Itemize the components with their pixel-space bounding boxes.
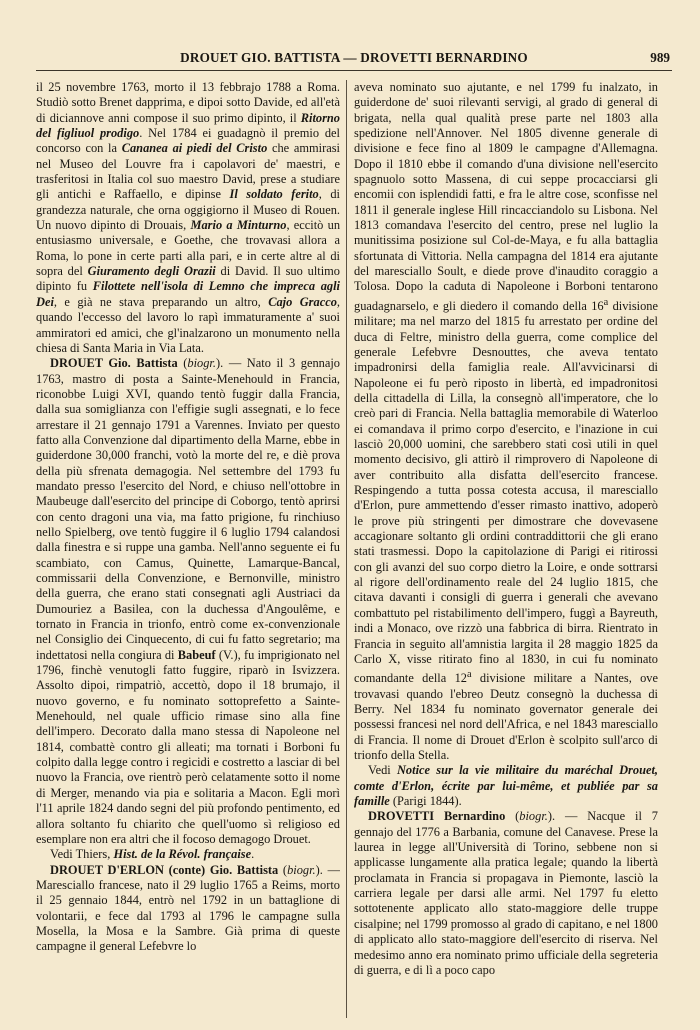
entry-category: biogr. [187, 356, 216, 371]
cross-reference: Babeuf [177, 647, 216, 662]
work-title: Ritorno del figliuol prodigo [36, 110, 340, 141]
work-title: Cajo Gracco [268, 294, 337, 309]
left-column [36, 80, 340, 1018]
work-title: Il soldato ferito [229, 187, 319, 202]
work-title: Filottete nell'isola di Lemno che impreca agli Dei [36, 279, 340, 309]
work-title: Cananea ai piedi del Cristo [121, 141, 268, 156]
entry-drouet-d-erlon-continued: aveva nominato suo ajutante, e nel 1799 fu inalzato, in guiderdone de' suoi rilevanti servigi, al grado di general di brigata, nella qual qualità prese parte nel 1803 alla spedizione nell'Annover. Nel 1805 divenne generale di divisione e fece fino al 1809 le campagne d'Allemagna. Dopo il 1810 ebbe il comando d'una divisione nell'esercito spagnuolo sotto Massena, di cui seppe procacciarsi gli encomii con isplendidi fatti, e fra le altre cose, sconfisse nel 1811 il generale inglese Hill rincacciandolo su Lisbona. Nel 1813 comandava l'esercito del centro, prese nel luglio la munitissima posizione sul Col-de-Maya, e fu alla battaglia sfortunata di Vittoria. Nella campagna del 1814 era ajutante del maresciallo Soult, e diede prove d'inaudito coraggio a Tolosa. Dopo la caduta di Napoleone i Borboni tentarono guadagnarselo, e gli diedero il comando della 16$^a$ divisione militare; ma nel marzo del 1815 fu arrestato per ordine del duca di Feltre, ministro della guerra, come complice del generale Lefebvre Desnouttes, che aveva tentato impadronirsi della famiglia reale. All'avvicinarsi di Napoleone ei fu però riposto in libertà, ed impadronitosi della cittadella di Lilla, la consegnò all'imperatore, che lo creò pari di Francia. Nella battaglia memorabile di Waterloo ei comandava il primo corpo d'esercito, e l'inazione in cui lasciò 20,000 uomini, che sarebbero stati così utili in quel momento decisivo, gli attirò il rimprovero di Napoleone di aver contribuito alla disfatta dell'esercito francese. Respingendo a tutta possa cotesta accusa, il maresciallo d'Erlon, pure ammettendo d'esser rimasto inattivo, adoperò le prove più stringenti per dimostrare che dovevasene accagionare soltanto gli ordini contraddittorii che gli erano stati trasmessi. Dopo la capitolazione di Parigi ei ritirossi con gli avanzi del suo corpo dietro la Loire, e onde sottrarsi al rigore dell'ordinamento reale del 24 luglio 1815, che citava davanti i consigli di guerra i generali che avevano combattuto pel ristabilimento dell'impero, fuggì a Bayreuth, indi a Monaco, ove rizzò una fabbrica di birra. Rientrato in Francia in seguito all'amnistia largita il 28 maggio 1825 da Carlo X, visse ritirato fino al 1830, in cui fu nominato comandante della 12$^a$ divisione militare a Nantes, ove trovavasi quando l'ebreo Deutz consegnò la duchessa di Berry. Nel 1834 fu nominato governator generale dei possessi francesi nel nord dell'Africa, e nel 1843 maresciallo di Francia. Il nome di Drouet d'Erlon è scolpito sull'arco di trionfo della Stella. [354, 80, 658, 763]
page-number: 989 [650, 50, 670, 65]
page-header [36, 48, 672, 71]
work-title: Notice sur la vie militaire du maréchal Drouet, comte d'Erlon, écrite par lui-même, et publiée par sa famille [354, 763, 658, 809]
entry-category: biogr. [519, 809, 548, 824]
text-columns [36, 80, 672, 1018]
entry-reference: Vedi Notice sur la vie militaire du maréchal Drouet, comte d'Erlon, écrite par lui-même, et publiée par sa famille (Parigi 1844). [354, 763, 658, 809]
entry-headword: DROVETTI Bernardino [368, 809, 506, 824]
entry-headword: DROUET Gio. Battista [50, 356, 178, 371]
entry-drouet-d-erlon: DROUET D'ERLON (conte) Gio. Battista (biogr.). — Maresciallo francese, nato il 29 luglio 1765 a Reims, morto il 25 gennaio 1844, entrò nel 1792 in un battaglione di volontarii, e fece dal 1793 al 1796 le campagne sulla Mosella, la Mosa e la Sambre. Già prima di queste campagne il general Lefebvre lo [36, 862, 340, 954]
entry-headword: DROUET D'ERLON (conte) Gio. Battista [50, 862, 279, 877]
entry-drouais-continued: il 25 novembre 1763, morto il 13 febbrajo 1788 a Roma. Studiò sotto Brenet dapprima, e dipoi sotto Davide, ed all'età di diciannove anni compose il suo primo dipinto, il Ritorno del figliuol prodigo. Nel 1784 ei guadagnò il premio del concorso con la Cananea ai piedi del Cristo che ammirasi nel Museo del Louvre fra i capolavori de' maestri, e trasferitosi in Italia col suo maestro David, prese a studiare gli antichi e Raffaello, e dipinse Il soldato ferito, di grandezza naturale, che orna oggigiorno il Museo di Rouen. Un nuovo dipinto di Drouais, Mario a Minturno, eccitò un entusiasmo universale, e Goethe, che trovavasi allora a Roma, lo pone in certe parti alla pari, e in certe altre al di sopra del Giuramento degli Orazii di David. Il suo ultimo dipinto fu Filottete nell'isola di Lemno che impreca agli Dei, e già ne stava preparando un altro, Cajo Gracco, quando l'eccesso del lavoro lo rapì immaturamente a' suoi ammiratori ed amici, che gl'inalzarono un monumento nella chiesa di Santa Maria in Via Lata. [36, 80, 340, 355]
entry-reference: Vedi Thiers, Hist. de la Révol. française. [50, 847, 255, 862]
running-title: DROUET GIO. BATTISTA — DROVETTI BERNARDINO [180, 50, 528, 65]
right-column [354, 80, 658, 1018]
entry-drouet-gio-battista: DROUET Gio. Battista (biogr.). — Nato il 3 gennajo 1763, mastro di posta a Sainte-Menehould in Francia, riconobbe Luigi XVI, quando tentò fuggir dalla Francia, dalla sua somiglianza con l'effigie sugli assegnati, e lo fece arrestare il 21 gennajo 1791 a Varennes. Inviato per questo fatto alla Convenzione dal dipartimento della Marne, ebbe in guiderdone 30,000 franchi, votò la morte del re, e diè prova della più sfrenata demagogia. Nel settembre del 1793 fu mandato presso l'esercito del Nord, e chiuso nell'ottobre in Maubeuge dall'esercito del principe di Coborgo, tentò aprirsi con cento dragoni una via, ma fatto prigione, fu rinchiuso nello Spielberg, ove tentò fuggire il 6 luglio 1794 calandosi dalla finestra e si ruppe una gamba. Nell'anno seguente ei fu scambiato, con Camus, Quinette, Lamarque-Bancal, commissarii della Convenzione, e Bernonville, ministro della guerra, che erano stati consegnati agli Austriaci da Dumouriez a Basilea, con la duchessa d'Angoulême, e tornato in Francia in trionfo, entrò come ex-convenzionale nel Consiglio dei Cinquecento, di cui fu fatto segretario; ma indettatosi nella congiura di Babeuf (V.), fu imprigionato nel 1796, finchè venutogli fatto fuggire, riparò in Isvizzera. Assolto dipoi, rimpatriò, accettò, dopo il 18 brumajo, il nuovo governo, e fu nominato sottoprefetto a Sainte-Menehould, nel quale ufficio rimase sino alla fine dell'impero. Decorato dalla mano stessa di Napoleone nel 1814, combattè contro gli alleati; ma tornati i Borboni fu colpito dalla legge contro i regicidi e costretto a lasciar di bel nuovo la Francia, ove rientrò però celatamente sotto il nome di Merger, menando via pia e solitaria a Macon. Egli morì l'11 aprile 1824 dando segni del più profondo pentimento, ed allora soltanto fu chiarito che quell'uomo sì religioso ed esemplare non era altri che il focoso demagogo Drouet. [36, 356, 340, 846]
work-title: Giuramento degli Orazii [87, 264, 216, 279]
work-title: Hist. de la Révol. française [113, 847, 252, 862]
entry-drovetti-bernardino: DROVETTI Bernardino (biogr.). — Nacque il 7 gennajo del 1776 a Barbania, comune del Canavese. Prese la laurea in legge all'Università di Torino, sebbene non si applicasse lungamente alla pratica legale; quando la libertà proclamata in Francia si propagava in Piemonte, lasciò la carriera legale per darsi alle armi. Nel 1797 fu eletto sottotenente applicato allo stato-maggiore delle truppe cisalpine; nel 1799 promosso al grado di capitano, e nel 1800 di applicato allo stato-maggiore dell'esercito di riserva. Nel medesimo anno era nominato primo ufficiale della segreteria di guerra, e di lì a poco capo [354, 809, 658, 977]
work-title: Mario a Minturno [190, 218, 287, 233]
column-divider [346, 80, 347, 1018]
entry-category: biogr. [287, 862, 316, 877]
